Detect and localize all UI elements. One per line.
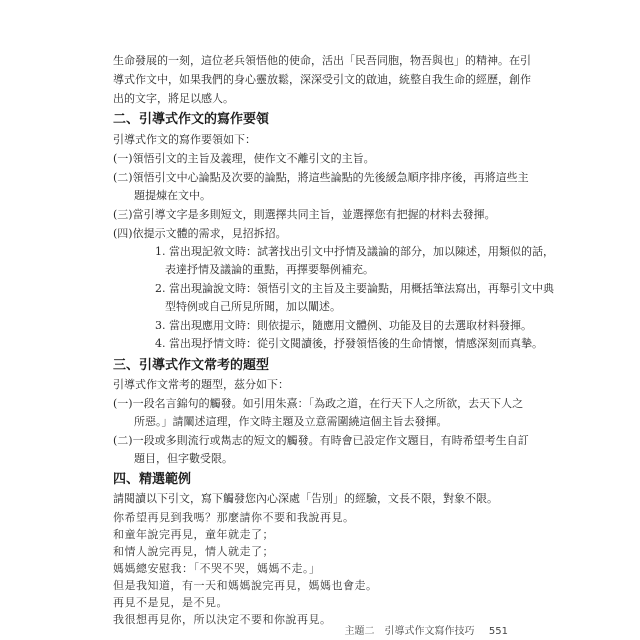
- chapter-title: 主題二 引導式作文寫作技巧: [344, 626, 475, 637]
- list-item-continuation: 題目，但字數受限。: [134, 452, 233, 465]
- intro-line: 出的文字，將足以感人。: [113, 92, 234, 105]
- section-lead: 引導式作文的寫作要領如下：: [113, 133, 256, 146]
- section-lead: 請閱讀以下引文，寫下觸發您內心深處「告別」的經驗，文長不限，對象不限。: [113, 492, 498, 505]
- intro-line: 生命發展的一刻，這位老兵領悟他的使命，活出「民吾同胞，物吾與也」的精神。在引: [113, 54, 531, 67]
- quoted-text-line: 但是我知道，有一天和媽媽說完再見，媽媽也會走。: [113, 579, 378, 592]
- section-heading: 二、引導式作文的寫作要領: [113, 112, 270, 127]
- sub-list-item: 3. 當出現應用文時：則依提示，隨應用文體例、功能及目的去選取材料發揮。: [155, 319, 532, 332]
- quoted-text-line: 和童年說完再見，童年就走了；: [113, 528, 274, 541]
- list-item: (一)領悟引文的主旨及義理，使作文不離引文的主旨。: [113, 152, 375, 165]
- list-item-continuation: 題提煉在文中。: [134, 189, 211, 202]
- quoted-text-line: 和情人說完再見，情人就走了；: [113, 545, 274, 558]
- sub-list-item: 1. 當出現記敘文時：試著找出引文中抒情及議論的部分，加以陳述，用類似的話，: [155, 245, 554, 258]
- list-item-continuation: 所惡。」請闡述這理，作文時主題及立意需圍繞這個主旨去發揮。: [134, 415, 448, 428]
- quoted-text-line: 媽媽總安慰我：「不哭不哭，媽媽不走。」: [113, 562, 321, 575]
- list-item: (一)一段名言錦句的觸發。如引用朱熹：「為政之道，在行天下人之所欲，去天下人之: [113, 397, 524, 410]
- list-item: (三)當引導文字是多則短文，則選擇共同主旨，並選擇您有把握的材料去發揮。: [113, 208, 496, 221]
- sub-list-item-continuation: 表達抒情及議論的重點，再擇要舉例補充。: [165, 263, 374, 276]
- section-heading: 四、精選範例: [113, 472, 192, 487]
- section-heading: 三、引導式作文常考的題型: [113, 358, 270, 373]
- intro-line: 導式作文中，如果我們的身心靈放鬆，深深受引文的啟迪，統整自我生命的經歷，創作: [113, 73, 531, 86]
- sub-list-item: 4. 當出現抒情文時：從引文閱讀後，抒發領悟後的生命情懷，情感深刻而真摯。: [155, 337, 543, 350]
- page-number: 551: [488, 626, 508, 637]
- quoted-text-line: 我很想再見你，所以決定不要和你說再見。: [113, 613, 332, 626]
- sub-list-item: 2. 當出現論說文時：領悟引文的主旨及主要論點，用概括筆法寫出，再舉引文中典: [155, 282, 554, 295]
- list-item: (二)領悟引文中心論點及次要的論點，將這些論點的先後緩急順序排序後，再將這些主: [113, 171, 529, 184]
- list-item: (二)一段或多則流行或雋志的短文的觸發。有時會已設定作文題目，有時希望考生自訂: [113, 434, 529, 447]
- quoted-text-line: 你希望再見到我嗎？那麼請你不要和我說再見。: [113, 511, 355, 524]
- quoted-text-line: 再見不是見，是不見。: [113, 596, 228, 609]
- section-lead: 引導式作文常考的題型，茲分如下：: [113, 378, 289, 391]
- list-item: (四)依提示文體的需求，見招拆招。: [113, 227, 287, 240]
- sub-list-item-continuation: 型特例或自己所見所聞，加以闡述。: [165, 300, 341, 313]
- running-footer: [345, 626, 508, 638]
